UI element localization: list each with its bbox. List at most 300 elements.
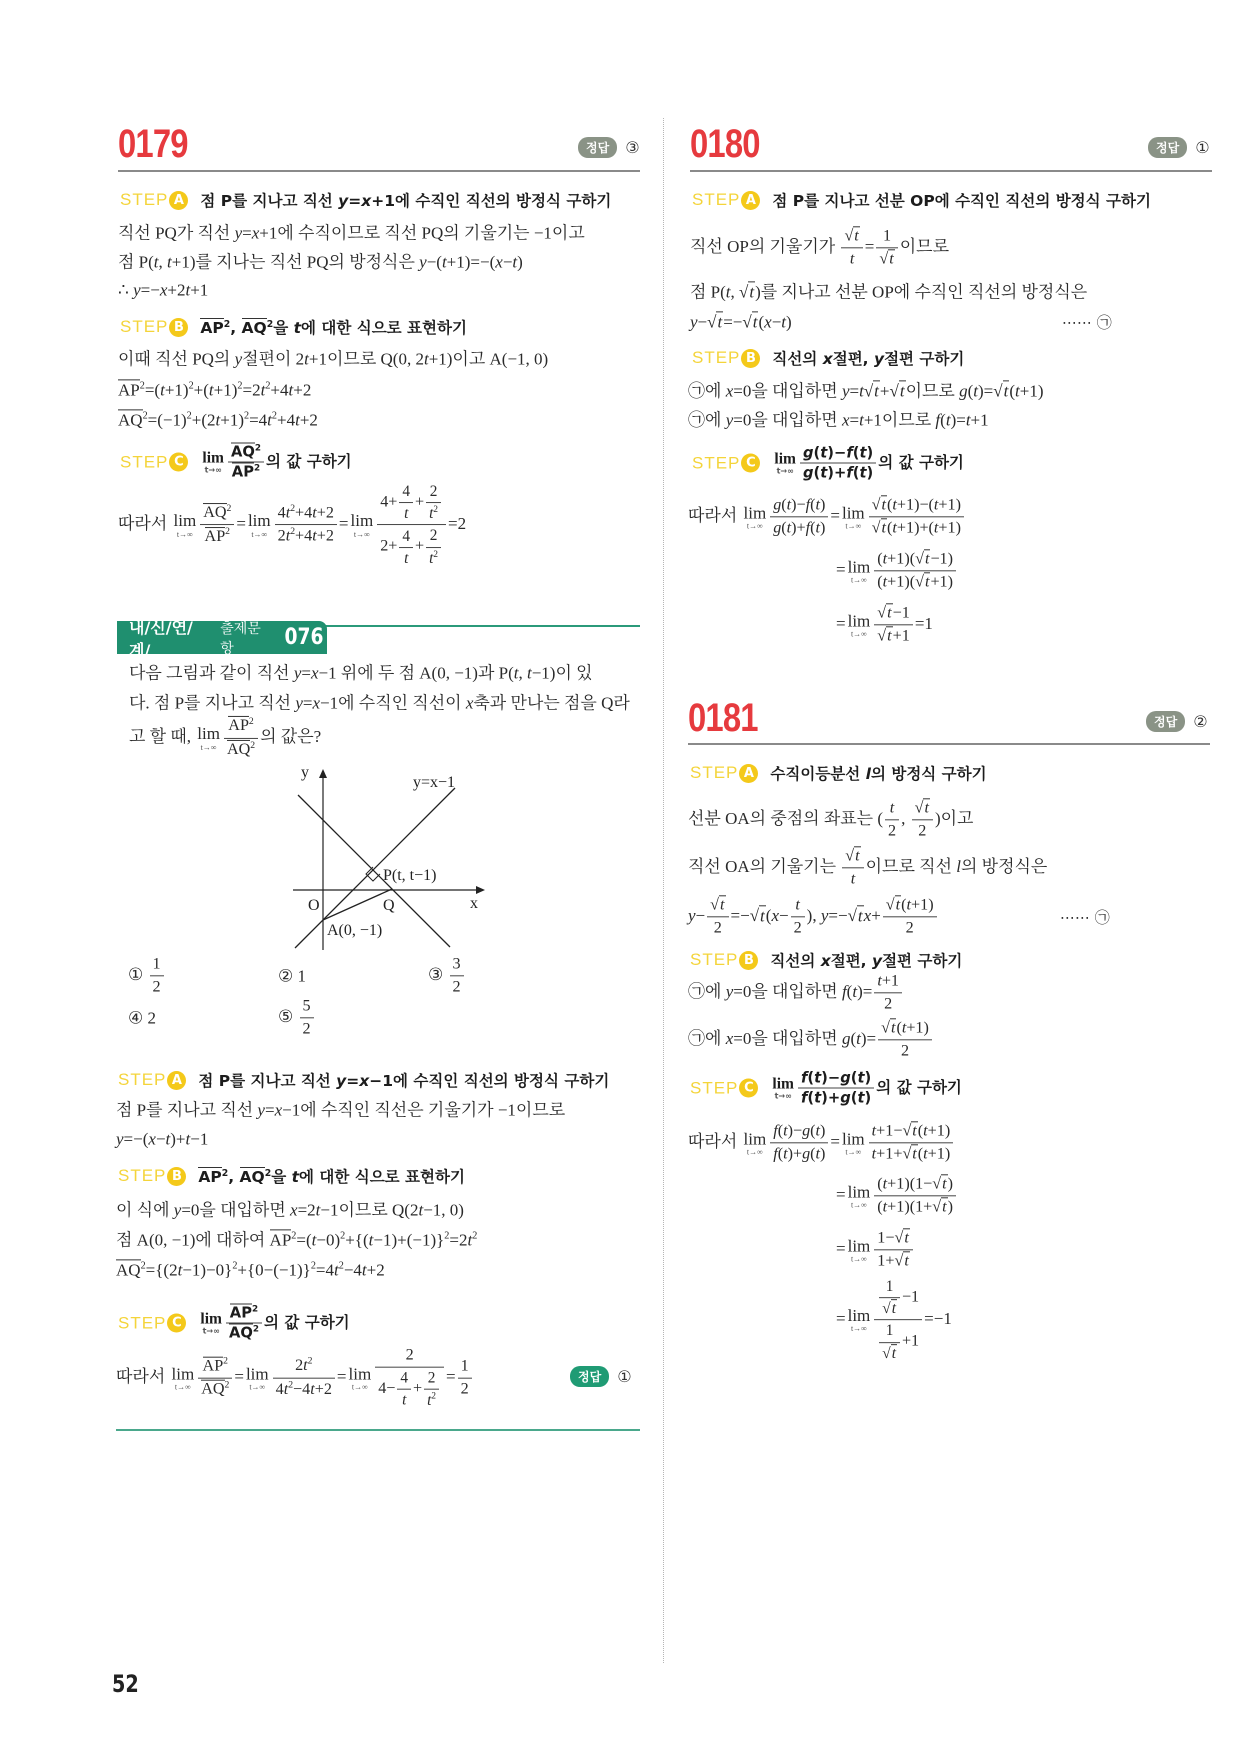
lim-subscript: t→∞ [746,1147,763,1157]
math-text: t [720,896,725,914]
numerator [375,1346,444,1368]
denominator [879,1343,900,1363]
solution-line [116,1099,565,1120]
math-text: t [889,799,895,817]
fraction [275,503,337,547]
math-text: t [889,250,894,268]
math-text: =2 [448,513,467,533]
x-axis-label: x [470,895,478,912]
segment-AQ [323,889,392,920]
denominator [377,526,446,568]
superscript [223,1356,228,1367]
math-text: 2+ [380,537,398,555]
limit [848,1181,871,1210]
denominator [200,526,234,548]
math-text: (x−t) [758,312,792,332]
fraction [883,895,937,938]
math-text: 2 [139,380,145,392]
math-text: 2 [472,1230,478,1242]
fraction [426,527,441,568]
header-rule [688,743,1210,745]
step-title [198,1305,349,1342]
math-text: t [404,549,409,567]
denominator [791,918,805,939]
lim-word: lim [173,511,197,531]
math-text: AQ [203,504,227,522]
step-word: STEP [120,317,169,336]
overline-segment [232,463,254,481]
step-c [118,1305,350,1342]
numerator [707,895,728,917]
math-text: ② 1 [278,966,306,986]
math-text: t [895,896,901,914]
sqrt: √t [902,1145,917,1163]
sqrt: √t [879,250,894,268]
math-text: AQ [230,443,255,461]
point-p-label: P(t, t−1) [383,867,437,884]
math-text: 2 [243,410,250,422]
numerator [841,226,862,248]
point-a-label: A(0, −1) [327,922,383,939]
numerator [397,1369,411,1390]
lim-subscript: t→∞ [776,466,794,476]
overline-segment [203,1356,224,1374]
fraction [198,1356,232,1400]
numerator [879,1322,900,1343]
superscript [433,549,438,559]
overline-segment [203,503,226,521]
y-axis-arrow-icon [319,769,327,778]
math-text: +4t+2 [295,504,334,522]
sqrt: √t [914,799,929,817]
math-text: 2 [884,995,893,1013]
y-axis-label: y [301,765,309,781]
math-text: AP [198,1168,222,1186]
choice-4 [128,1007,156,1028]
math-text: 이 식에 y=0을 대입하면 x=2t−1이므로 Q(2t−1, 0) [116,1200,464,1220]
math-text: 2 [290,526,296,538]
math-text: 다음 그림과 같이 직선 y=x−1 위에 두 점 A(0, −1)과 P(t, t−1)이 있 [129,663,593,683]
solution-line [116,1229,477,1250]
solution-line [116,1128,208,1149]
sqrt: √t [993,381,1009,401]
step-letter: A [739,764,758,783]
numerator [224,716,258,739]
step-title [772,189,1151,211]
numerator [874,1277,922,1320]
limit [848,610,871,639]
lim-word: lim [847,1182,871,1202]
sqrt: √t [863,381,879,401]
math-text: 2 [452,978,461,996]
math-text: −1 [901,1288,920,1306]
fraction [791,895,805,938]
math-text: (t+1) [917,1122,951,1140]
sqrt: √t [845,847,860,865]
fraction [399,527,413,568]
math-text: 2 [142,410,148,422]
overline-segment [240,1167,265,1186]
math-text: t+1 [877,972,900,990]
step-letter: A [169,191,188,210]
solution-line [836,1228,915,1271]
math-text: 1− [877,1229,895,1247]
numerator [791,895,805,917]
line-label: y=x−1 [413,774,456,791]
step-word: STEP [118,1166,167,1185]
math-text: ④ 2 [128,1008,156,1028]
math-text: = [830,505,840,525]
math-text: 직선 OP의 기울기가 [690,236,840,256]
math-text: ) [947,1175,953,1193]
math-text: 따라서 [118,513,172,533]
math-text: =−1 [924,1308,952,1328]
step-word: STEP [690,1078,739,1097]
limit [248,510,271,539]
lim-subscript: t→∞ [351,1382,368,1392]
math-text: 4t [275,1380,289,1398]
math-text: t [890,1019,896,1037]
denominator [399,503,413,523]
solution-line [116,1199,464,1220]
section-end-rule [116,1429,640,1431]
math-text: AP [228,717,249,735]
step-word: STEP [120,190,169,209]
denominator [883,918,937,939]
sqrt: √t [902,1122,917,1140]
step-title [198,1069,609,1091]
math-text: ㉠에 x=0을 대입하면 g(t)= [688,1028,877,1048]
solution-line [836,1277,952,1363]
solution-line [688,1121,955,1164]
math-text: +4t+2 [277,410,318,430]
math-text: = [236,513,246,533]
math-text: 2 [888,822,897,840]
fraction [399,482,413,523]
denominator [224,739,258,761]
limit [349,1363,372,1392]
fraction [200,503,234,547]
sqrt: √t [871,496,887,514]
lim-subscript: t→∞ [845,1147,862,1157]
limit [172,1363,195,1392]
lim-subscript: t→∞ [845,521,862,531]
step-title [770,762,986,784]
math-text: (t+1)( [877,550,916,568]
math-text: 2 [254,443,261,454]
math-text: y− [690,312,708,332]
overline-segment [270,1229,292,1249]
numerator [399,482,413,503]
limit [772,1076,794,1101]
fraction [874,1277,922,1363]
step-word: STEP [692,453,741,472]
math-text: )이고 [934,808,974,828]
math-text: t [942,1175,947,1193]
denominator [874,1321,922,1363]
numerator [869,495,964,517]
denominator [275,526,337,548]
overline-segment [231,443,255,461]
solution-line [836,1174,958,1217]
math-text: =2t [449,1230,473,1250]
sqrt: √t [739,282,755,302]
math-text: 2 [221,1167,229,1179]
step-title [200,444,351,481]
answer-label: 정답 [570,1366,609,1387]
numerator [770,495,828,517]
math-text: t [891,1300,896,1318]
math-text: t [881,519,887,537]
math-text: 2 [223,318,231,330]
math-text: 2 [271,410,277,422]
math-text: (t+1)(1− [877,1175,933,1193]
math-text: 의 값 구하기 [264,1313,350,1332]
math-text: 2 [290,502,296,514]
math-text: = [836,1184,846,1204]
fraction [879,1322,900,1363]
math-text: 의 값 구하기 [266,452,352,471]
math-text: =1 [914,613,933,633]
numerator [426,527,441,548]
denominator [800,464,876,482]
sqrt: √t [877,604,892,622]
math-text: ③ [428,964,448,984]
math-text: =(t−0) [296,1230,341,1250]
math-text: = [446,1366,456,1386]
numerator [150,954,164,976]
denominator [841,249,862,270]
sqrt: √t [894,1229,909,1247]
radicand [759,905,766,925]
math-text: 2 [429,483,438,501]
step-title [770,1070,962,1107]
numerator [885,798,899,820]
numerator [426,482,441,503]
math-text: t [854,227,859,245]
math-text: ① [128,964,148,984]
fraction [377,482,446,568]
math-text: t [887,627,892,645]
banner-number: 076 [284,625,324,650]
fraction [300,996,314,1039]
sqrt: √t [742,312,758,332]
sqrt: √t [882,1344,896,1362]
step-word: STEP [118,1070,167,1089]
numerator [377,482,446,525]
denominator [874,572,956,593]
math-text: 2 [226,502,232,514]
math-text: (t+1)( [877,573,916,591]
denominator [842,869,863,890]
math-text: +4t+2 [270,380,312,400]
math-text: = [336,1366,347,1386]
numerator [876,226,897,248]
step-title [772,347,964,369]
math-text: AP [231,463,254,481]
denominator [426,503,441,523]
math-text: f(t)+g(t) [773,1145,826,1163]
math-text: g(t)+f(t) [773,519,826,537]
sqrt: √t [915,550,930,568]
math-text: =(t+1) [144,380,189,400]
denominator [869,518,964,539]
math-text: t [429,505,434,523]
step-a [120,189,611,211]
math-text: t [849,250,855,268]
math-text: = [234,1366,244,1386]
lim-subscript: t→∞ [174,1382,191,1392]
fraction [273,1356,335,1400]
math-text: 2 [237,380,243,392]
fraction [770,1121,828,1164]
math-text: t [404,505,409,523]
math-text: AP [202,1357,224,1375]
math-text: 의 값 구하기 [876,1078,962,1097]
step-letter: B [741,349,760,368]
overline-segment [118,409,143,429]
answer-label: 정답 [1146,711,1185,732]
math-text: +1 [901,1332,920,1350]
math-text: (t+1)−(t+1) [887,496,961,514]
math-text: 따라서 [116,1366,170,1386]
math-text: 직선의 x절편, y절편 구하기 [772,350,965,368]
math-text: 점 P(t, [690,282,740,302]
math-text: t [1003,381,1009,401]
limit [774,451,796,476]
math-text: =− [723,312,743,332]
denominator [876,249,897,270]
math-text: y=−(x−t)+t−1 [116,1129,209,1149]
lim-subscript: t→∞ [850,629,867,639]
step-word: STEP [120,452,169,471]
solution-line [690,281,1087,302]
lim-subscript: t→∞ [200,742,217,752]
radicand [857,905,864,925]
fraction [841,226,862,269]
math-text: 수직이등분선 l의 방정식 구하기 [770,765,987,783]
math-text: ⑤ [278,1006,298,1026]
solution-line [836,603,933,646]
math-text: 따라서 [688,1131,742,1151]
math-text: t [924,799,929,817]
math-text: 2 [900,1042,910,1060]
solution-line [118,279,208,300]
answer-badge [1148,137,1210,158]
math-text: t [855,847,860,865]
math-text: 2 [433,548,439,559]
overline-segment [201,1380,224,1398]
lim-subscript: t→∞ [176,529,193,539]
math-text: t [887,604,892,622]
math-text: t [402,1392,407,1410]
math-text: 2 [186,410,192,422]
math-text: t [795,896,800,914]
math-text: = [830,1131,840,1151]
math-text: 2 [224,1379,230,1391]
numerator [874,1228,913,1250]
math-text: =− [730,905,750,925]
numerator [450,954,464,976]
step-title [198,1165,465,1187]
answer-badge [1146,711,1208,732]
math-text: AP [204,527,226,545]
math-text: AP [269,1230,292,1250]
math-text: AP [118,380,140,400]
math-text: t [881,496,887,514]
denominator [912,821,933,842]
math-text: =4t [315,1260,339,1280]
denominator [450,977,464,998]
math-text: AQ [226,740,251,758]
radicand [853,226,860,244]
denominator [798,1089,874,1107]
solution-line [116,1346,474,1411]
solution-line [836,549,958,592]
fraction [874,603,913,646]
math-text: 2 [793,919,802,937]
math-text: = [836,1238,846,1258]
math-text: +(t+1) [193,380,238,400]
sqrt: √t [881,1019,896,1037]
solution-line [688,1018,934,1061]
fraction [798,1070,874,1107]
denominator [458,1378,472,1399]
step-title [200,316,467,338]
denominator [426,548,441,568]
step-letter: B [169,318,188,337]
math-text: t [904,1229,909,1247]
math-text: 2 [405,1346,414,1364]
fraction [912,798,933,841]
numerator [842,846,863,868]
step-title [770,949,962,971]
numerator [198,1356,232,1379]
equation-marker: ⋯⋯ ㉠ [1060,908,1110,927]
math-text: 의 값은? [260,726,322,746]
numerator [878,1018,932,1040]
radicand [899,380,906,400]
math-text: 2t [277,527,291,545]
math-text: , [230,319,242,337]
math-text: 2 [152,978,161,996]
math-text: f(t)−g(t) [773,1122,826,1140]
lim-subscript: t→∞ [850,1254,867,1264]
math-text: 점 P를 지나고 선분 OP에 수직인 직선의 방정식 구하기 [772,192,1151,210]
superscript [253,1325,259,1335]
problem-line [129,716,321,760]
superscript [254,464,260,474]
choice-1 [128,954,166,997]
lim-word: lim [348,1364,372,1384]
math-text: f(t)−g(t) [800,1069,872,1087]
column-divider [663,118,664,1663]
numerator [874,549,956,571]
sqrt: √t [885,896,901,914]
radicand [888,250,895,268]
denominator [869,1144,954,1165]
math-text: AQ [228,1324,253,1342]
step-b [120,316,467,338]
solution-line [690,226,949,269]
math-text: 이므로 g(t)= [905,381,994,401]
related-problem-banner [117,617,327,660]
math-text: =4t [249,410,272,430]
limit [848,1305,871,1334]
radicand [873,380,880,400]
step-c [690,1070,962,1107]
numerator [275,503,337,526]
